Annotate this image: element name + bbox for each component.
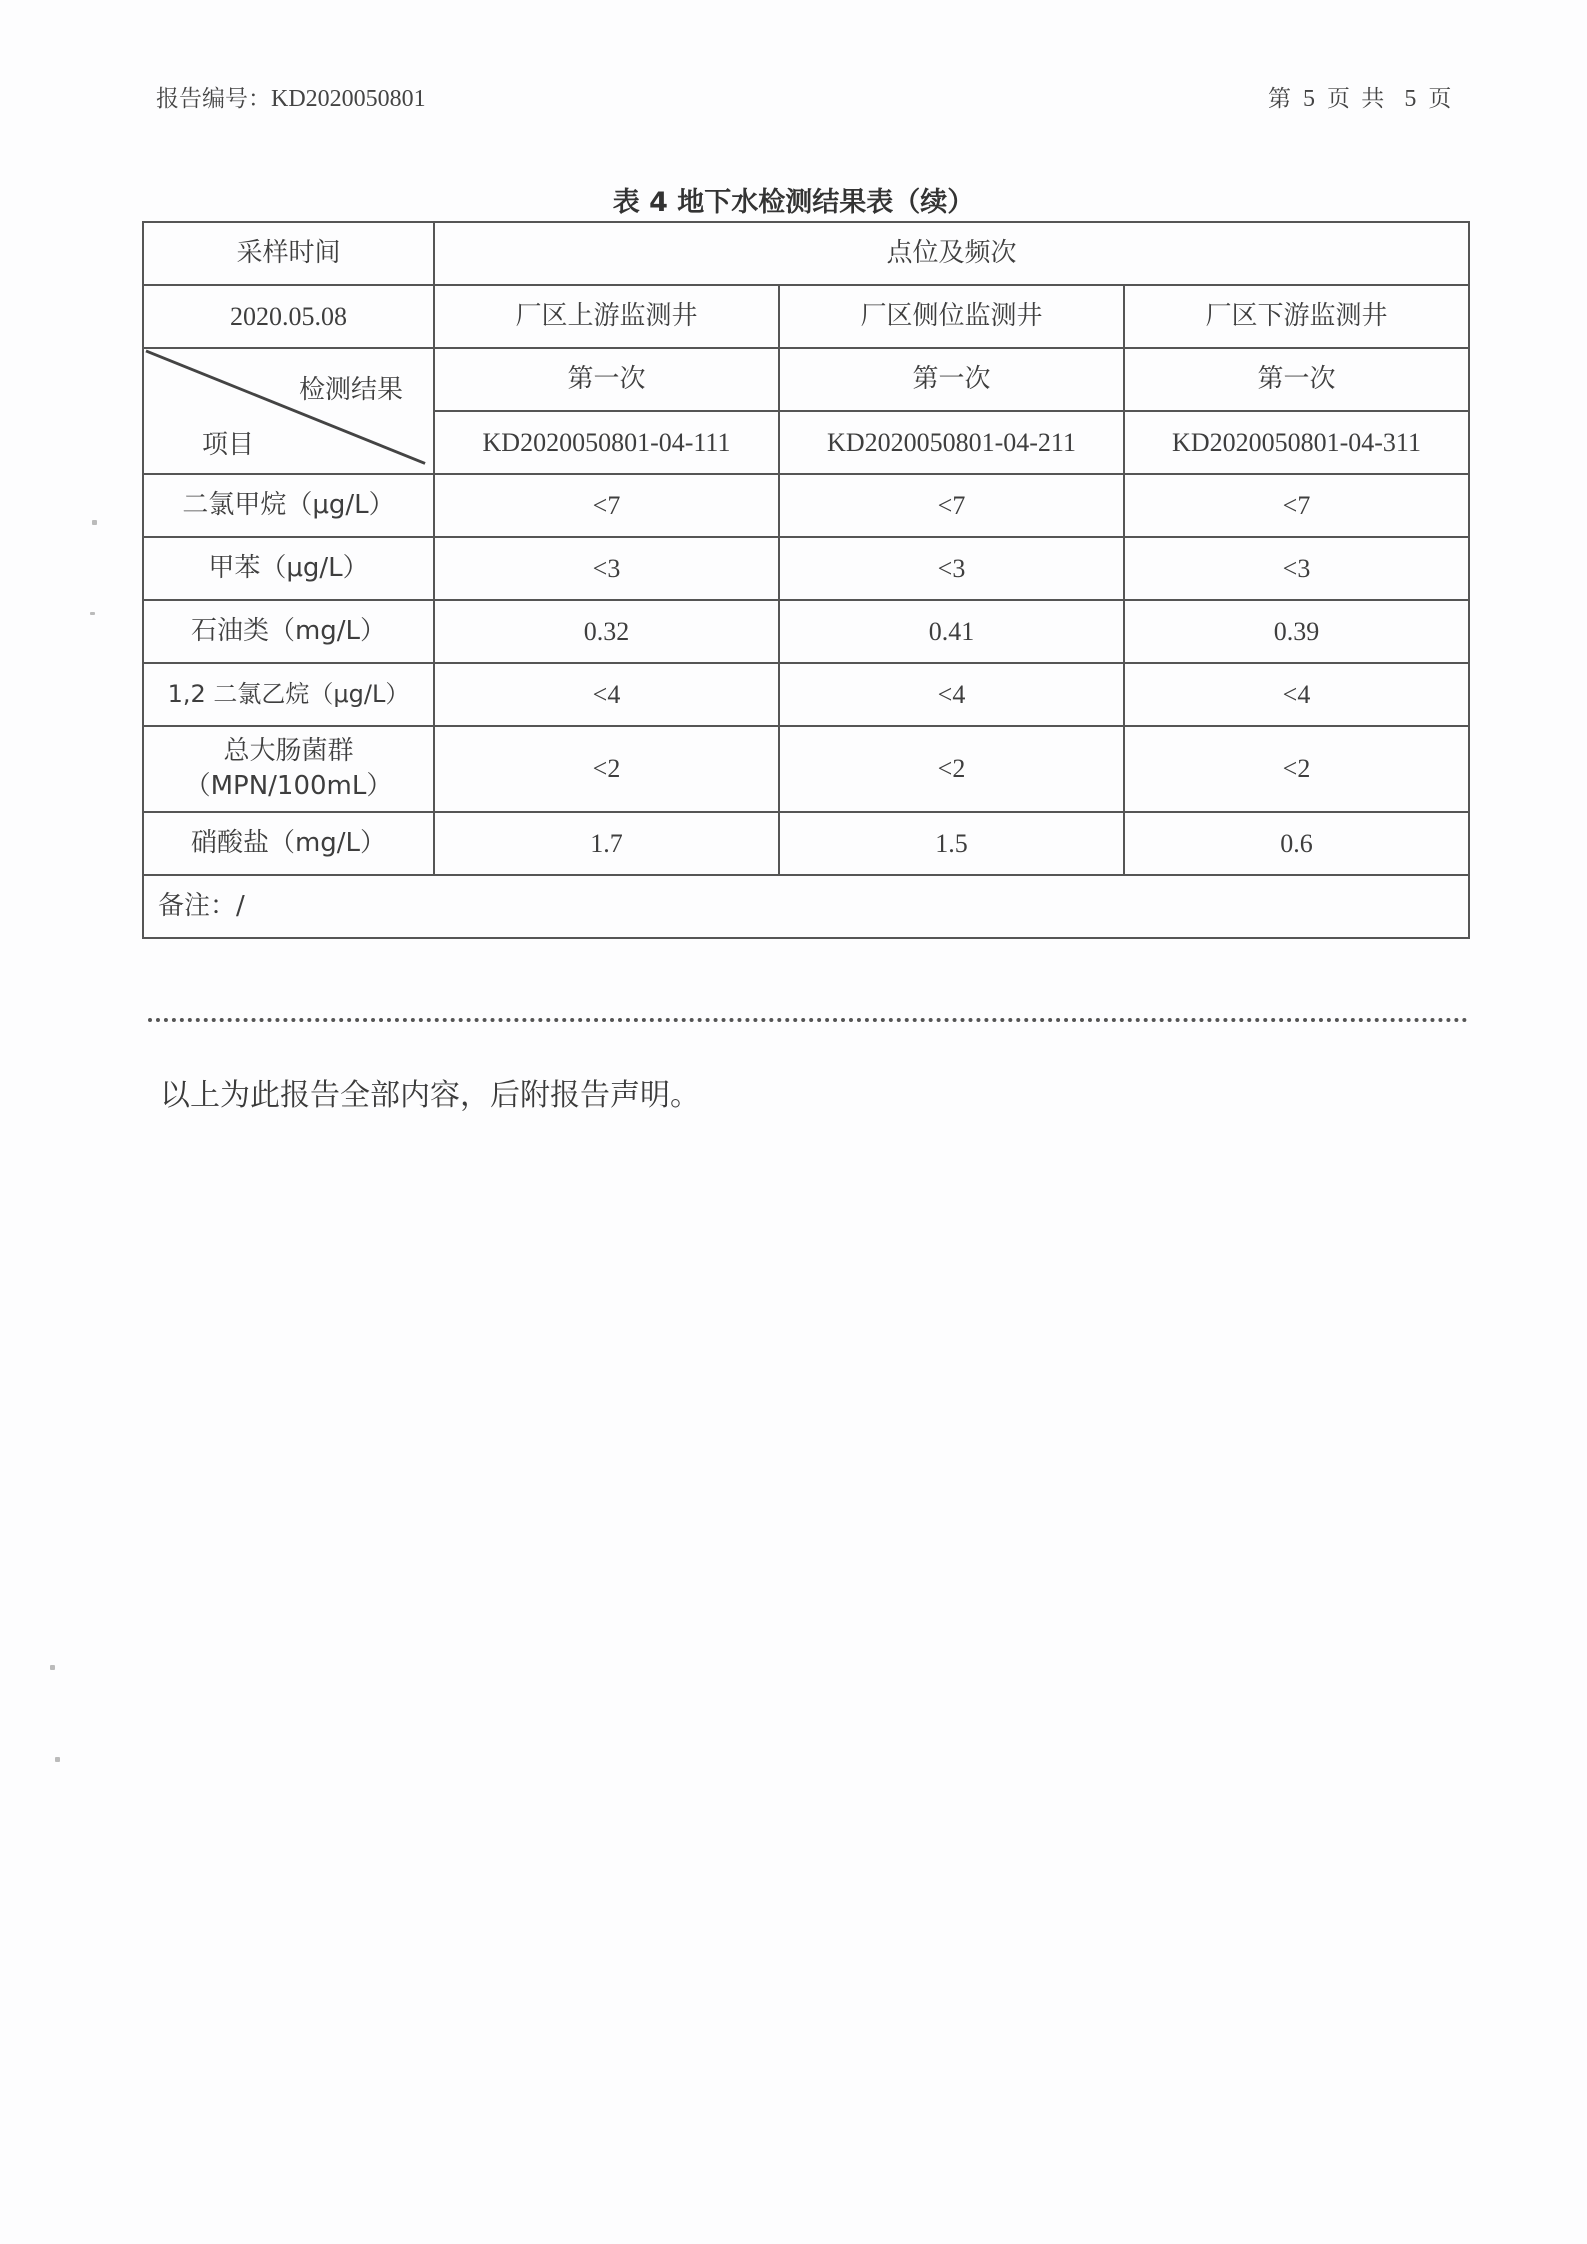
end-of-report-note: 以上为此报告全部内容，后附报告声明。 bbox=[160, 1078, 700, 1113]
table-row bbox=[143, 600, 1469, 663]
result-value: <3 bbox=[779, 537, 1124, 600]
page-label-mid: 页 共 bbox=[1327, 86, 1387, 112]
result-value: 0.39 bbox=[1124, 600, 1469, 663]
result-value: 0.6 bbox=[1124, 812, 1469, 875]
diagonal-line-icon bbox=[144, 349, 433, 473]
result-value: <3 bbox=[1124, 537, 1469, 600]
page-label-prefix: 第 bbox=[1268, 86, 1293, 112]
sample-id: KD2020050801-04-211 bbox=[779, 411, 1124, 474]
result-value: <4 bbox=[779, 663, 1124, 726]
location-name: 厂区侧位监测井 bbox=[779, 285, 1124, 348]
scan-speck bbox=[50, 1665, 55, 1670]
result-value: 0.41 bbox=[779, 600, 1124, 663]
location-name: 厂区上游监测井 bbox=[434, 285, 779, 348]
result-value: 0.32 bbox=[434, 600, 779, 663]
result-value: <4 bbox=[434, 663, 779, 726]
report-number bbox=[156, 80, 426, 113]
scan-speck bbox=[55, 1757, 60, 1762]
result-value: <2 bbox=[1124, 726, 1469, 812]
table-row bbox=[143, 537, 1469, 600]
result-value: <7 bbox=[434, 474, 779, 537]
sample-id: KD2020050801-04-111 bbox=[434, 411, 779, 474]
result-value: 1.5 bbox=[779, 812, 1124, 875]
frequency-row bbox=[143, 348, 1469, 411]
sample-id: KD2020050801-04-311 bbox=[1124, 411, 1469, 474]
item-label-line2: （MPN/100mL） bbox=[184, 771, 393, 801]
scan-speck bbox=[92, 520, 97, 525]
table-header-row bbox=[143, 222, 1469, 285]
result-value: <3 bbox=[434, 537, 779, 600]
item-label: 二氯甲烷（μg/L） bbox=[143, 474, 434, 537]
item-label: 甲苯（μg/L） bbox=[143, 537, 434, 600]
diag-item-label: 项目 bbox=[202, 429, 255, 460]
result-value: <4 bbox=[1124, 663, 1469, 726]
frequency-cell: 第一次 bbox=[434, 348, 779, 411]
item-label bbox=[143, 726, 434, 812]
report-number-value: KD2020050801 bbox=[271, 86, 426, 112]
result-value: 1.7 bbox=[434, 812, 779, 875]
diag-result-label: 检测结果 bbox=[298, 375, 403, 405]
frequency-cell: 第一次 bbox=[779, 348, 1124, 411]
page-current: 5 bbox=[1303, 86, 1317, 112]
frequency-cell: 第一次 bbox=[1124, 348, 1469, 411]
report-number-label: 报告编号： bbox=[156, 86, 271, 112]
groundwater-results-table bbox=[142, 221, 1470, 939]
points-frequency-header: 点位及频次 bbox=[434, 222, 1469, 285]
page-indicator bbox=[1268, 80, 1463, 113]
result-value: <2 bbox=[434, 726, 779, 812]
item-label: 石油类（mg/L） bbox=[143, 600, 434, 663]
table-row bbox=[143, 663, 1469, 726]
location-name: 厂区下游监测井 bbox=[1124, 285, 1469, 348]
item-label-line1: 总大肠菌群 bbox=[223, 735, 354, 766]
item-label: 硝酸盐（mg/L） bbox=[143, 812, 434, 875]
table-row bbox=[143, 726, 1469, 812]
diagonal-header-cell bbox=[143, 348, 434, 474]
remark: 备注：/ bbox=[143, 875, 1469, 938]
page-total: 5 bbox=[1404, 86, 1419, 112]
dotted-divider bbox=[148, 1018, 1468, 1022]
table-row bbox=[143, 812, 1469, 875]
result-value: <7 bbox=[1124, 474, 1469, 537]
result-value: <7 bbox=[779, 474, 1124, 537]
sampling-date: 2020.05.08 bbox=[143, 285, 434, 348]
page-label-suffix: 页 bbox=[1428, 86, 1454, 112]
location-row bbox=[143, 285, 1469, 348]
remark-row bbox=[143, 875, 1469, 938]
sampling-time-header: 采样时间 bbox=[143, 222, 434, 285]
item-label: 1,2 二氯乙烷（μg/L） bbox=[143, 663, 434, 726]
table-title: 表 4 地下水检测结果表（续） bbox=[612, 187, 975, 218]
table-row bbox=[143, 474, 1469, 537]
result-value: <2 bbox=[779, 726, 1124, 812]
scan-speck bbox=[90, 612, 95, 615]
